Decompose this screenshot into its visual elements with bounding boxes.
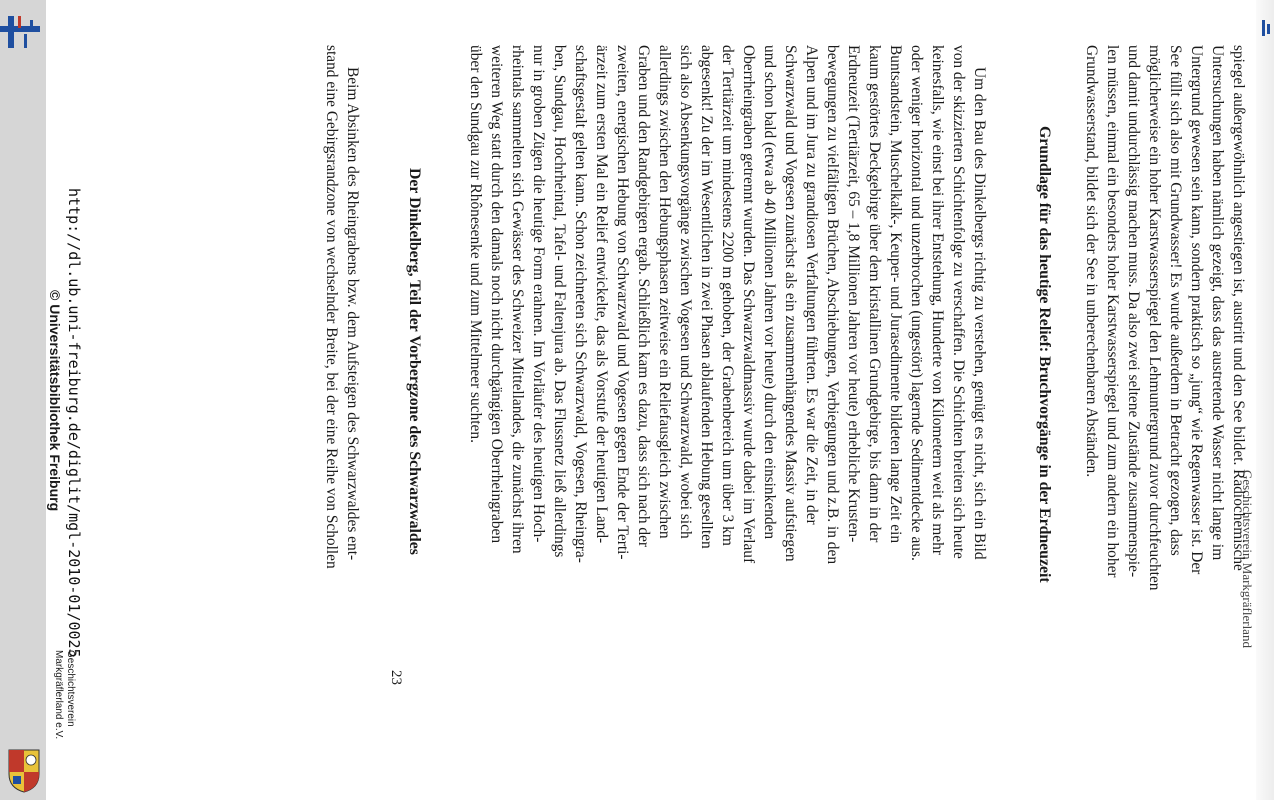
text-line: schaftsgestalt gelten kann. Schon zeichneten sich Schwarzwald, Vogesen, Rheingra- xyxy=(572,45,589,563)
text-line: weiteren Weg statt durch den damals noch nicht durchgängigen Oberrheingraben xyxy=(488,45,505,544)
text-line: über den Sundgau zur Rhônesenke und zum Mittelmeer suchten. xyxy=(467,45,484,443)
section-heading: Grundlage für das heutige Relief: Bruchvorgänge in der Erdneuzeit xyxy=(1036,126,1053,583)
text-line: allerdings zwischen den Hebungsphasen zeitweise ein Reliefausgleich zwischen xyxy=(656,45,673,539)
text-line: rheintals sammelten sich Gewässer des Schweizer Mittellandes, die zunächst ihren xyxy=(509,45,526,554)
society-name-line-1: Geschichtsverein xyxy=(65,650,76,727)
page-number: 23 xyxy=(388,670,404,685)
text-line: möglicherweise ein hoher Karstwasserspiegel den Lehmuntergrund zuvor durchfeuchten xyxy=(1146,45,1163,591)
text-line: ben, Sundgau, Hochrheintal, Tafel- und Faltenjura ab. Das Flussnetz ließ allerdings xyxy=(551,45,568,558)
text-line: und damit undurchlässig machen muss. Da also zwei seltene Zustände zusammenspie- xyxy=(1125,45,1142,578)
text-line: stand eine Gebirgsrandzone von wechselnder Breite, bei der eine Reihe von Schollen xyxy=(323,45,340,569)
text-line: len müssen, einmal ein besonders hoher Karstwasserspiegel und zum andern ein hoher xyxy=(1104,45,1121,578)
text-line: Erdneuzeit (Tertiärzeit, 65 – 1,8 Millionen Jahren vor heute) erhebliche Krusten- xyxy=(845,45,862,543)
copyright-credit: © Universitätsbibliothek Freiburg xyxy=(47,290,63,512)
page-header-cut: Geschichtsverein Markgräflerland xyxy=(1240,470,1255,648)
rotated-page-content xyxy=(46,0,1256,800)
text-line: von der skizzierten Schichtenfolge zu verschaffen. Die Schichten breiten sich heute xyxy=(950,45,967,559)
text-line: Schwarzwald und Vogesen zunächst als ein zusammenhängendes Massiv aufstiegen xyxy=(782,45,799,562)
text-line: ärzeit zum ersten Mal ein Relief entwickelte, das als Vorstufe der heutigen Land- xyxy=(593,45,610,544)
text-line: nur in groben Zügen die heutige Form erahnen. Im Vorläufer des heutigen Hoch- xyxy=(530,45,547,543)
text-line: Untergrund gewesen sein kann, sondern praktisch so „jung“ wie Regenwasser ist. Der xyxy=(1188,45,1205,575)
text-line: Untersuchungen haben nämlich gezeigt, dass das austretende Wasser nicht lange im xyxy=(1209,45,1226,561)
next-page-logo-icon xyxy=(1260,18,1272,38)
scanned-page xyxy=(46,0,1256,800)
viewer-right-margin xyxy=(1256,0,1274,800)
text-line: keinesfalls, wie einst bei ihrer Entstehung, Hunderte von Kilometern weit als mehr xyxy=(929,45,946,555)
text-line: Um den Bau des Dinkelbergs richtig zu verstehen, genügt es nicht, sich ein Bild xyxy=(971,67,988,560)
text-line: Alpen und im Jura zu grandiosen Verfaltungen führten. Es war die Zeit, in der xyxy=(803,45,820,525)
text-line: Beim Absinken des Rheingrabens bzw. dem Aufsteigen des Schwarzwaldes ent- xyxy=(344,67,361,561)
text-line: sich also Absenkungsvorgänge zwischen Vogesen und Schwarzwald, wobei sich xyxy=(677,45,694,539)
text-line: Oberrheingraben getrennt wurden. Das Schwarzwaldmassiv wurde dabei im Verlauf xyxy=(740,45,757,564)
society-name-line-2: Markgräflerland e.V. xyxy=(53,650,64,740)
text-line: und schon bald (etwa ab 40 Millionen Jahren vor heute) durch den einsinkenden xyxy=(761,45,778,540)
viewer-left-margin xyxy=(0,0,46,800)
permalink-url[interactable]: http://dl.ub.uni-freiburg.de/diglit/mgl-2010-01/0025 xyxy=(65,188,83,658)
text-line: der Tertiärzeit um mindestens 2200 m gehoben, der Grabenbereich um über 3 km xyxy=(719,45,736,546)
text-line: Grundwasserstand, bildet sich der See in unberechenbaren Abständen. xyxy=(1083,45,1100,478)
text-line: zweiten, energischen Hebung von Schwarzwald und Vogesen gegen Ende der Terti- xyxy=(614,45,631,560)
text-line: kaum gestörtes Deckgebirge über dem kristallinen Grundgebirge, bis dann in der xyxy=(866,45,883,543)
text-line: abgesenkt! Zu der im Wesentlichen in zwei Phasen ablaufenden Hebung gesellten xyxy=(698,45,715,549)
section-heading: Der Dinkelberg, Teil der Vorbergzone des Schwarzwaldes xyxy=(406,168,423,555)
library-logo-icon xyxy=(0,12,40,52)
text-line: bewegungen zu vielfältigen Brüchen, Abschiebungen, Verbiegungen und z.B. in den xyxy=(824,45,841,565)
text-line: Graben und den Randgebirgen ergab. Schließlich kam es dazu, dass sich nach der xyxy=(635,45,652,548)
text-line: oder weniger horizontal und unzerbrochen (ungestört) lagernde Sedimentdecke aus. xyxy=(908,45,925,561)
text-line: spiegel außergewöhnlich angestiegen ist, austritt und den See bildet. Radiochemische xyxy=(1230,45,1247,571)
text-line: See füllt sich also mit Grundwasser! Es wurde außerdem in Betracht gezogen, dass xyxy=(1167,45,1184,556)
society-crest-icon xyxy=(7,748,41,794)
text-line: Buntsandstein, Muschelkalk-, Keuper- und Jurasedimente bildeten lange Zeit ein xyxy=(887,45,904,544)
